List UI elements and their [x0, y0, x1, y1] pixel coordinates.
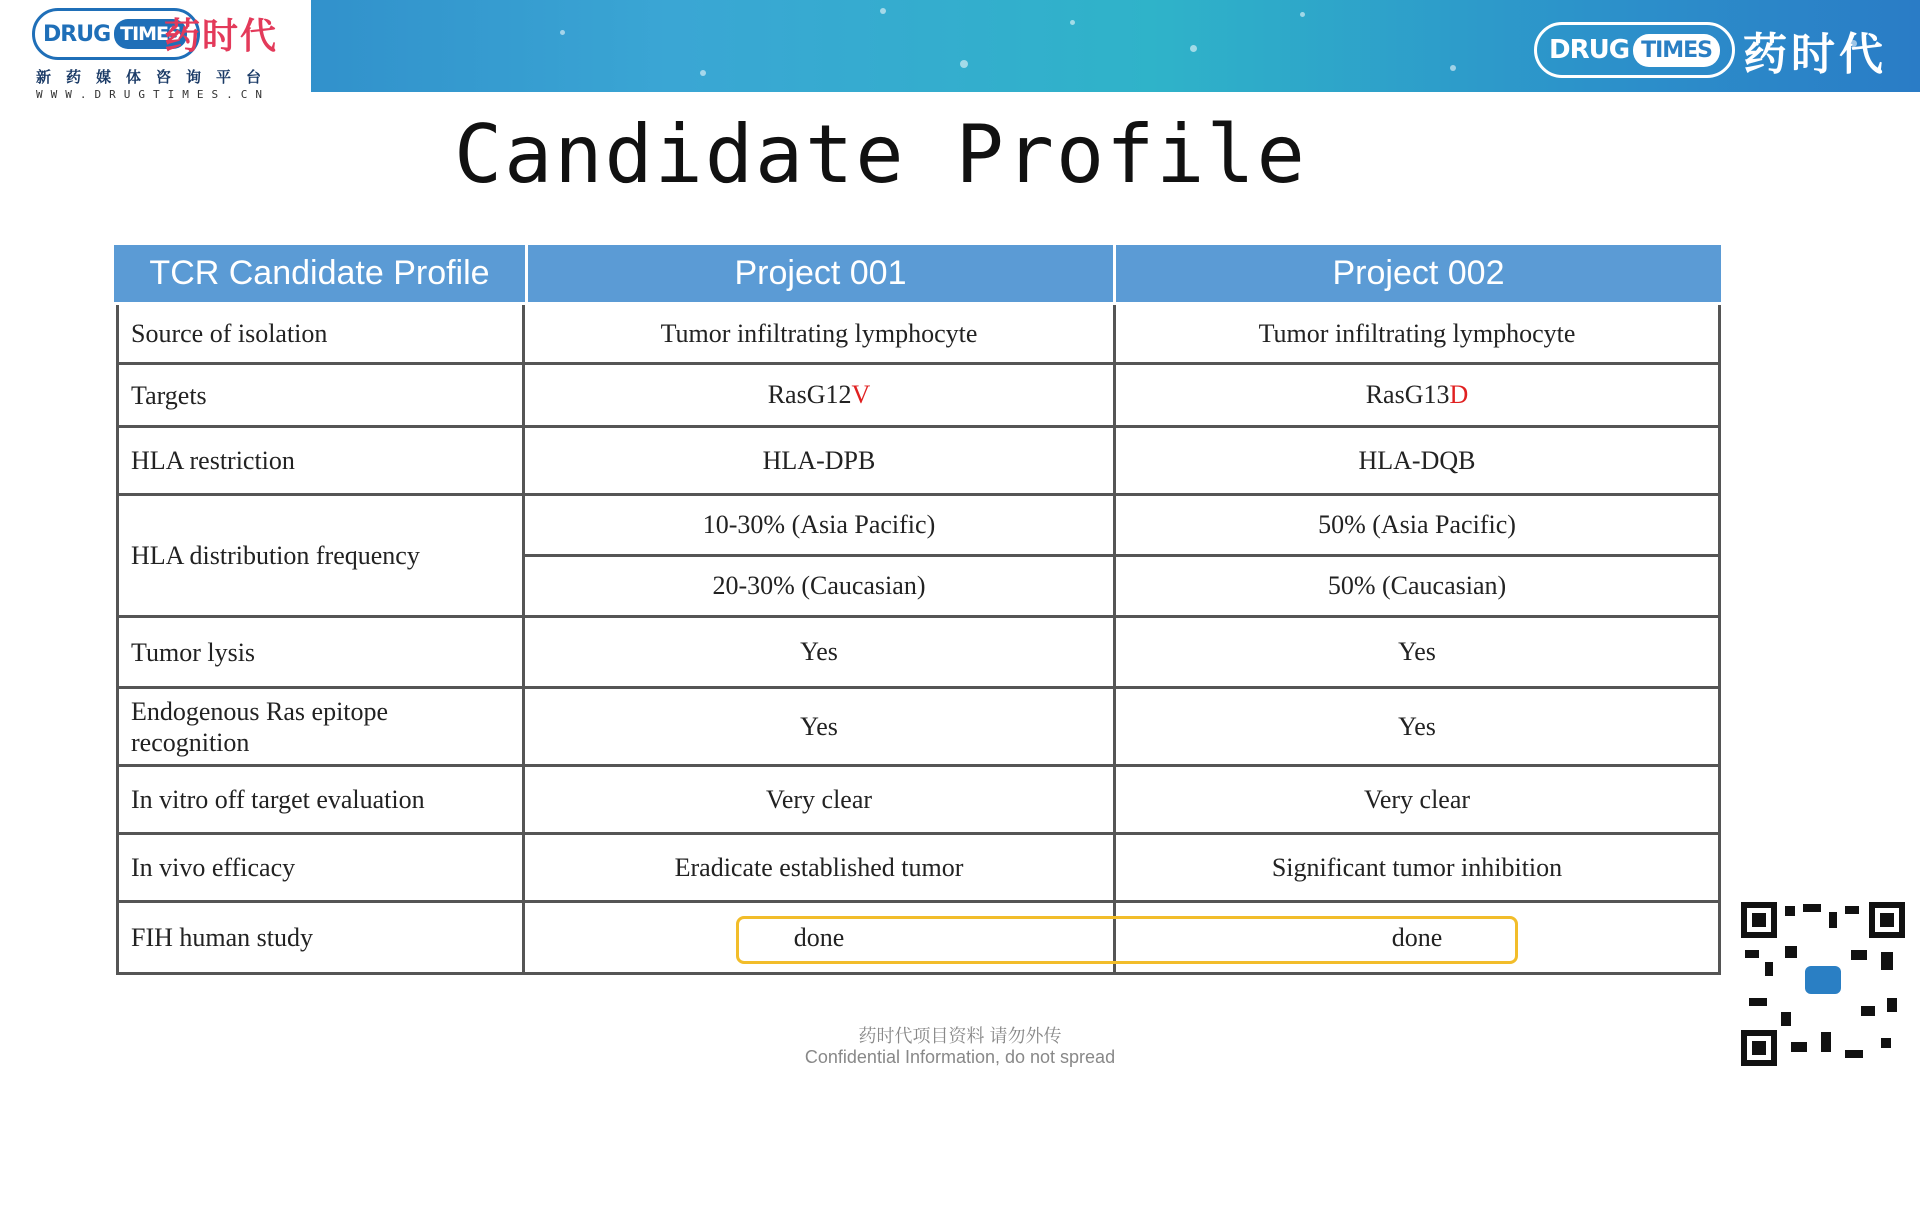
brand-logo-left	[0, 0, 311, 108]
row-label-hla-frequency: HLA distribution frequency	[131, 541, 420, 570]
cell-lysis-p1: Yes	[800, 637, 838, 666]
target-p2-mutation: D	[1449, 380, 1469, 409]
cell-hla-freq-p2-caucasian: 50% (Caucasian)	[1327, 571, 1507, 600]
cell-fih-p2: done	[1391, 922, 1443, 952]
logo-right-cn: 药时代	[1743, 29, 1888, 80]
target-p1-mutation: V	[851, 380, 871, 409]
logo-left-drug: DRUG	[43, 21, 111, 47]
cell-invitro-p1: Very clear	[765, 784, 873, 814]
cell-invivo-p1: Eradicate established tumor	[674, 852, 964, 882]
row-label-endogenous-line2: recognition	[131, 727, 250, 757]
cell-hla-p2: HLA-DQB	[1358, 445, 1476, 475]
row-label-endogenous-line1: Endogenous Ras epitope	[131, 696, 389, 726]
cell-endo-p2: Yes	[1398, 711, 1436, 741]
logo-left-times: TIMES	[114, 19, 187, 49]
header-tcr-profile: TCR Candidate Profile	[114, 245, 525, 302]
page-title: Candidate Profile	[454, 108, 1307, 201]
row-label-hla: HLA restriction	[131, 446, 295, 475]
table-bottom-border	[116, 972, 1721, 975]
cell-invitro-p2: Very clear	[1363, 784, 1471, 814]
header-project-002: Project 002	[1116, 245, 1721, 302]
table-header-row	[114, 245, 1721, 302]
cell-lysis-p2: Yes	[1398, 637, 1436, 666]
qr-code	[1741, 902, 1905, 1066]
cell-hla-freq-p1-caucasian: 20-30% (Caucasian)	[712, 571, 926, 600]
cell-hla-freq-p2-asia: 50% (Asia Pacific)	[1318, 510, 1516, 539]
cell-source-p1: Tumor infiltrating lymphocyte	[660, 318, 978, 348]
col-divider	[1718, 305, 1721, 975]
cell-fih-p1: done	[793, 922, 845, 952]
row-label-endogenous	[119, 689, 522, 764]
row-label-source: Source of isolation	[131, 319, 328, 348]
target-p2-prefix: RasG13	[1365, 380, 1450, 409]
logo-left-cn: 药时代	[164, 16, 279, 57]
logo-right-times: TIMES	[1633, 34, 1720, 67]
logo-right-drug: DRUG	[1549, 35, 1630, 65]
cell-invivo-p2: Significant tumor inhibition	[1271, 852, 1563, 882]
row-label-fih: FIH human study	[131, 923, 313, 952]
row-label-invitro: In vitro off target evaluation	[131, 785, 425, 814]
row-label-lysis: Tumor lysis	[131, 637, 256, 667]
row-label-targets: Targets	[131, 380, 207, 410]
brand-logo-right	[1534, 18, 1887, 82]
cell-targets-p2	[1116, 365, 1718, 425]
cell-endo-p1: Yes	[800, 711, 838, 741]
row-label-invivo: In vivo efficacy	[131, 853, 296, 882]
footer-confidential-en: Confidential Information, do not spread	[804, 1047, 1116, 1067]
target-p1-prefix: RasG12	[767, 380, 852, 409]
logo-left-url: WWW.DRUGTIMES.CN	[36, 88, 270, 101]
cell-source-p2: Tumor infiltrating lymphocyte	[1258, 318, 1576, 348]
logo-left-subtitle: 新药媒体咨询平台	[36, 68, 277, 86]
cell-hla-freq-p1-asia: 10-30% (Asia Pacific)	[702, 510, 936, 539]
footer-confidential-cn: 药时代项目资料 请勿外传	[858, 1026, 1062, 1046]
header-project-001: Project 001	[528, 245, 1113, 302]
cell-hla-p1: HLA-DPB	[762, 445, 876, 475]
table-body	[116, 305, 1721, 1221]
fih-highlight-box	[736, 916, 1518, 964]
cell-targets-p1	[525, 365, 1113, 425]
